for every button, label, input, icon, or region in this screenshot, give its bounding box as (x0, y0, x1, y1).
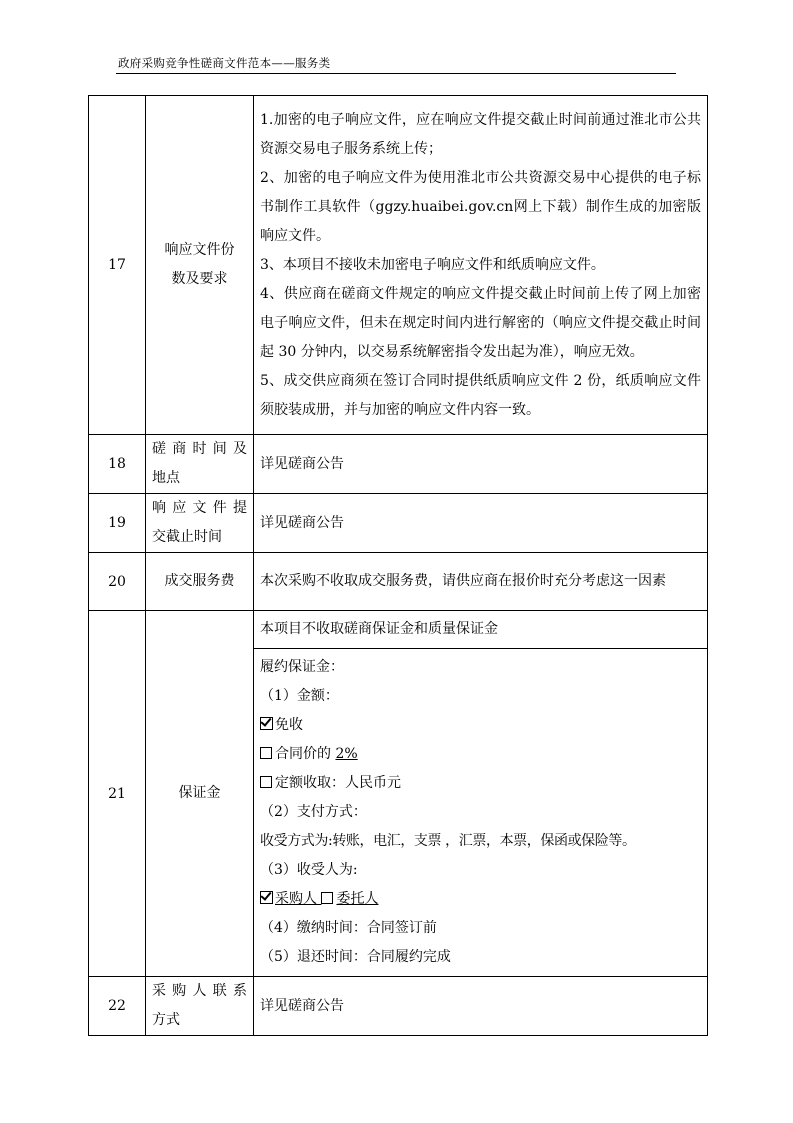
option-exempt (260, 711, 701, 740)
header-rule (116, 73, 676, 74)
document-header: 政府采购竞争性磋商文件范本——服务类 (118, 56, 331, 70)
row-label: 保证金 (146, 611, 254, 977)
terms-table (88, 95, 708, 1036)
option-label: 定额收取：人民币元 (275, 775, 401, 791)
row-label-line: 磋商时间及 (152, 441, 247, 457)
table-row-19 (89, 494, 708, 553)
requirement-item-5: 5、成交供应商须在签订合同时提供纸质响应文件 2 份，纸质响应文件须胶装成册，并与加密的响应文件内容一致。 (260, 372, 701, 418)
option-fixed-amount (260, 769, 701, 798)
row-value: 详见磋商公告 (254, 494, 708, 553)
row-number: 17 (89, 96, 146, 435)
receiver-title: （3）收受人为: (260, 862, 358, 878)
payment-methods: 收受方式为:转账，电汇，支票 ，汇票，本票，保函或保险等。 (260, 833, 636, 849)
row-value (254, 96, 708, 435)
option-label: 免收 (275, 717, 303, 733)
pay-time: （4）缴纳时间：合同签订前 (260, 920, 437, 936)
row-label: 成交服务费 (146, 553, 254, 611)
empty-box-icon (260, 776, 272, 788)
row-label-line: 响应文件提 (152, 500, 247, 516)
row-number: 21 (89, 611, 146, 977)
row-label (146, 494, 254, 553)
row-label (146, 435, 254, 494)
perf-title: 履约保证金： (260, 659, 344, 675)
row-label-line: 响应文件份 (164, 242, 235, 258)
row-value: 详见磋商公告 (254, 435, 708, 494)
requirement-item-4: 4、供应商在磋商文件规定的响应文件提交截止时间前上传了网上加密电子响应文件，但未在规定时间内进行解密的（响应文件提交截止时间起 30 分钟内，以交易系统解密指令发出起为准），响应无效。 (260, 285, 701, 360)
empty-box-icon (260, 747, 272, 759)
deposit-summary: 本项目不收取磋商保证金和质量保证金 (254, 611, 708, 649)
row-label-line: 数及要求 (171, 271, 228, 287)
row-label-line: 地点 (152, 470, 180, 486)
option-contract-price (260, 740, 701, 769)
empty-box-icon (321, 892, 333, 904)
checked-box-icon (260, 891, 273, 904)
row-number: 18 (89, 435, 146, 494)
row-number: 20 (89, 553, 146, 611)
table-row-18 (89, 435, 708, 494)
row-value: 本次采购不收取成交服务费，请供应商在报价时充分考虑这一因素 (254, 553, 708, 611)
performance-bond-detail (254, 649, 708, 977)
receiver-options (260, 885, 378, 914)
row-number: 19 (89, 494, 146, 553)
row-number: 22 (89, 977, 146, 1036)
row-label-line: 方式 (152, 1012, 180, 1028)
requirement-item-1: 1.加密的电子响应文件，应在响应文件提交截止时间前通过淮北市公共资源交易电子服务系统上传； (260, 111, 701, 157)
row-label (146, 96, 254, 435)
table-row-22 (89, 977, 708, 1036)
option-label: 采购人 (275, 891, 317, 907)
option-label: 合同价的 (275, 746, 336, 762)
table-row-20 (89, 553, 708, 611)
table-row-17 (89, 96, 708, 435)
refund-time: （5）退还时间：合同履约完成 (260, 949, 451, 965)
amount-title: （1）金额： (260, 688, 339, 704)
payment-title: （2）支付方式： (260, 804, 367, 820)
requirement-item-2: 2、加密的电子响应文件为使用淮北市公共资源交易中心提供的电子标书制作工具软件（ggzy.huaibei.gov.cn网上下载）制作生成的加密版响应文件。 (260, 169, 701, 244)
row-label-line: 交截止时间 (152, 529, 222, 545)
row-value: 详见磋商公告 (254, 977, 708, 1036)
option-percent: 2% (335, 746, 358, 762)
checked-box-icon (260, 717, 273, 730)
requirement-item-3: 3、本项目不接收未加密电子响应文件和纸质响应文件。 (260, 256, 605, 273)
row-label (146, 977, 254, 1036)
row-label-line: 采购人联系 (152, 983, 247, 999)
option-label: 委托人 (336, 891, 379, 907)
table-row-21 (89, 611, 708, 649)
